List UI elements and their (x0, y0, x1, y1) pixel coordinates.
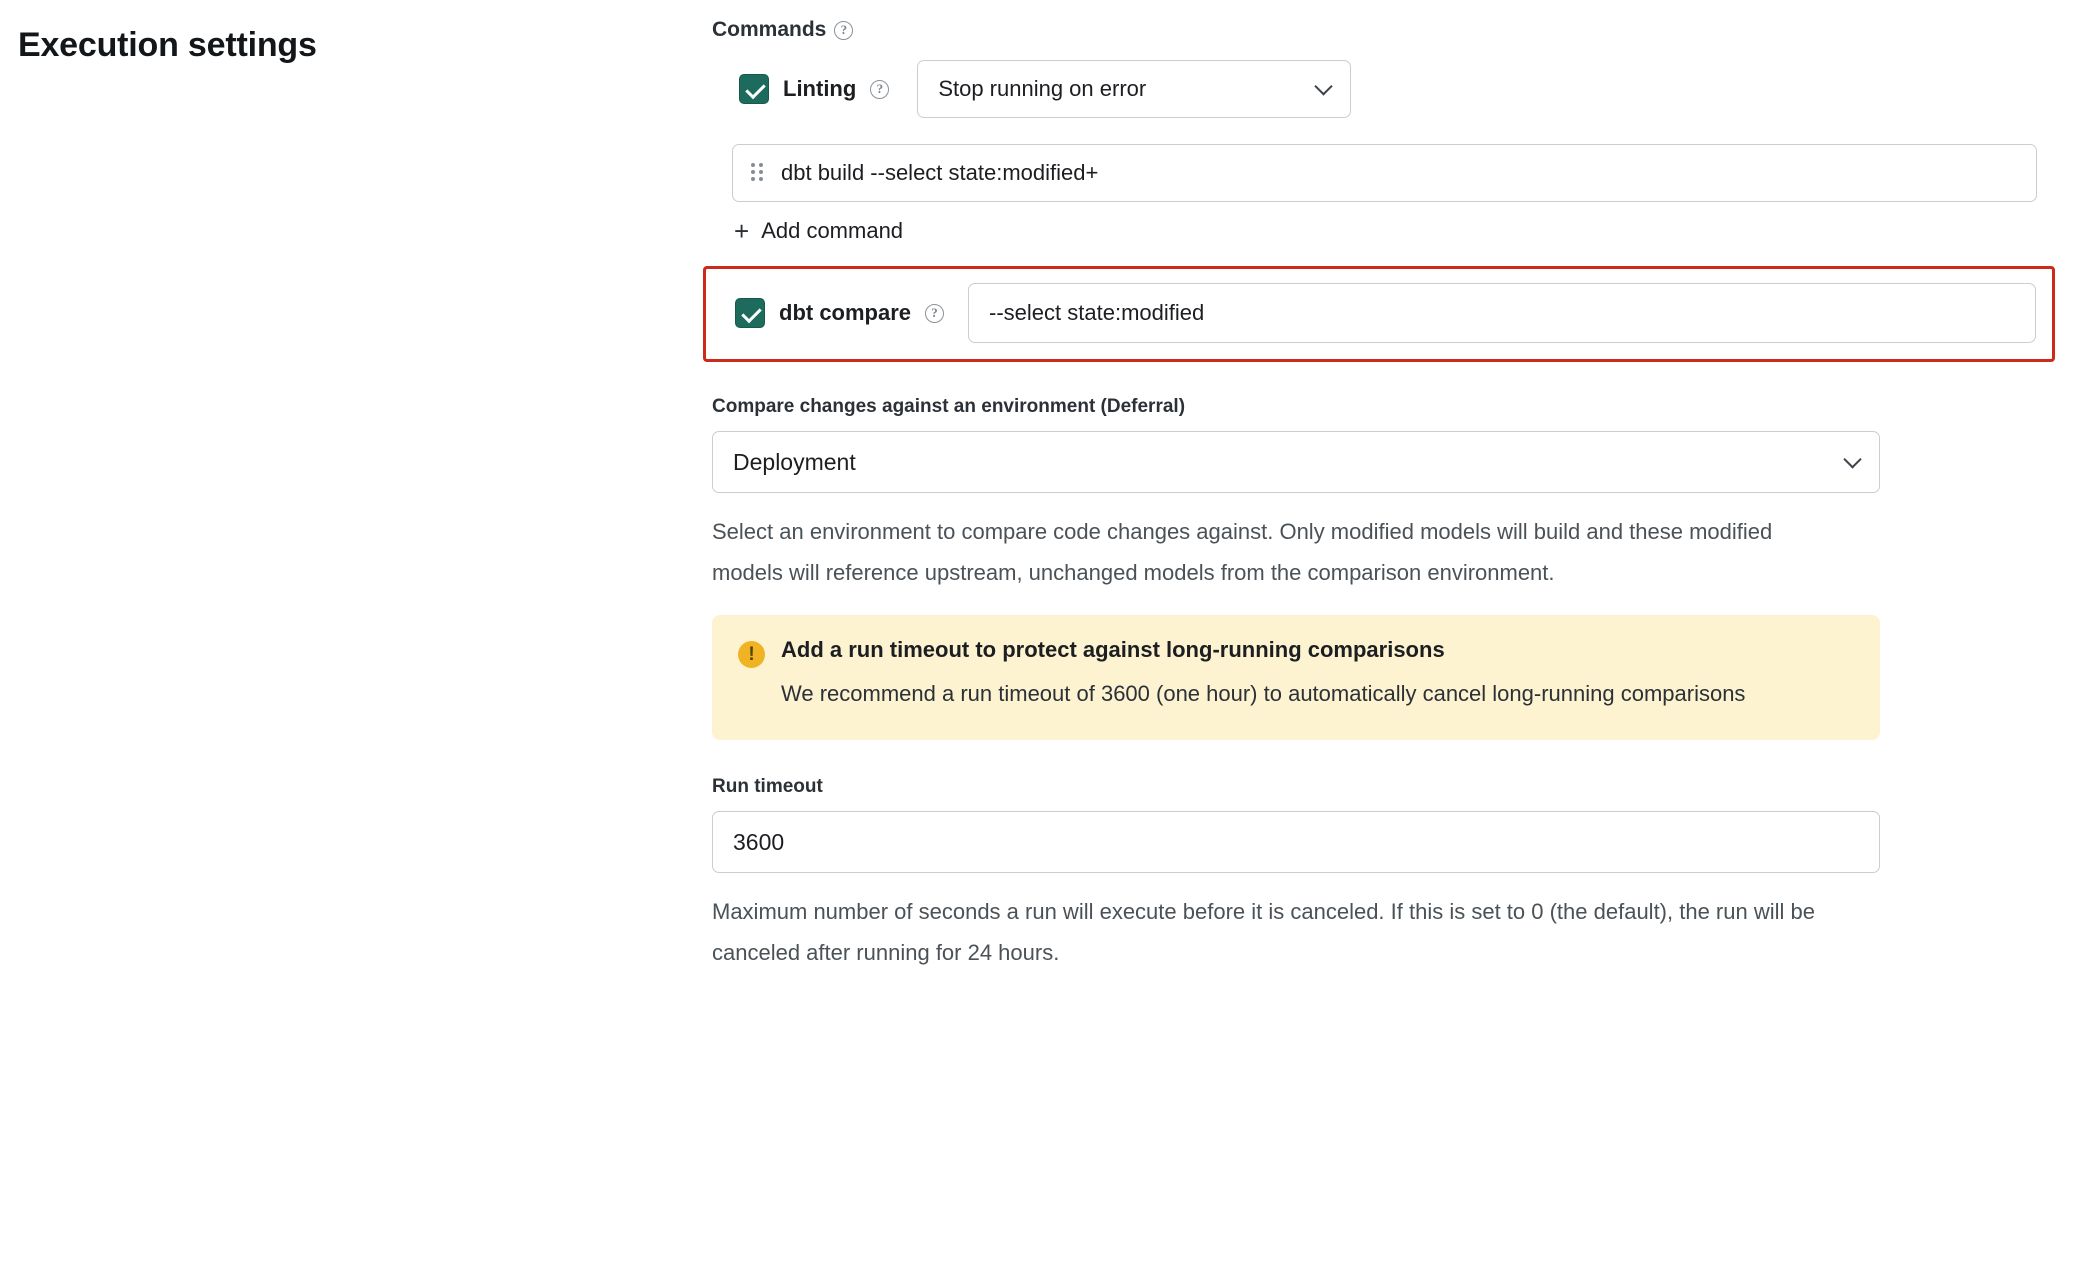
deferral-environment-value: Deployment (733, 448, 856, 475)
callout-content (781, 637, 1745, 714)
linting-row (739, 60, 2042, 118)
commands-label-row (712, 18, 2042, 42)
dbt-compare-label: dbt compare (779, 300, 912, 325)
commands-label: Commands (712, 18, 827, 41)
run-timeout-helper-text: Maximum number of seconds a run will execute before it is canceled. If this is set to 0 (the default), the run will be canceled after running for 24 hours. (712, 899, 1815, 965)
dbt-compare-help-icon[interactable]: ? (925, 304, 944, 323)
dbt-compare-input[interactable] (968, 283, 2036, 343)
deferral-environment-select[interactable] (712, 431, 1880, 493)
plus-icon: + (734, 216, 750, 246)
callout-title: Add a run timeout to protect against long-running comparisons (781, 637, 1445, 662)
dbt-compare-label-group (735, 298, 944, 328)
chevron-down-icon (1843, 450, 1861, 468)
settings-column (712, 18, 2042, 973)
linting-help-icon[interactable]: ? (870, 80, 889, 99)
drag-handle-icon[interactable] (751, 163, 763, 183)
warning-icon: ! (738, 641, 765, 668)
add-command-label: Add command (761, 218, 904, 243)
run-timeout-callout (712, 615, 1880, 740)
linting-behavior-value: Stop running on error (938, 76, 1147, 101)
run-timeout-label: Run timeout (712, 776, 823, 797)
callout-body: We recommend a run timeout of 3600 (one hour) to automatically cancel long-running comparisons (781, 681, 1746, 706)
deferral-label: Compare changes against an environment (Deferral) (712, 396, 1186, 417)
deferral-helper-text: Select an environment to compare code changes against. Only modified models will build and these modified models will reference upstream, unchanged models from the comparison environment. (712, 519, 1773, 585)
dbt-compare-input-value: --select state:modified (989, 300, 1205, 325)
linting-checkbox[interactable] (739, 74, 769, 104)
dbt-compare-checkbox[interactable] (735, 298, 765, 328)
linting-behavior-select[interactable] (917, 60, 1351, 118)
page-title: Execution settings (18, 26, 317, 64)
linting-label: Linting (783, 76, 857, 101)
add-command-button[interactable] (734, 218, 903, 244)
help-icon[interactable]: ? (834, 21, 853, 40)
dbt-compare-highlight (703, 266, 2055, 362)
chevron-down-icon (1315, 77, 1333, 95)
run-timeout-value: 3600 (733, 828, 785, 855)
command-text: dbt build --select state:modified+ (781, 160, 1099, 185)
run-timeout-input[interactable] (712, 811, 1880, 873)
command-row[interactable] (732, 144, 2037, 202)
